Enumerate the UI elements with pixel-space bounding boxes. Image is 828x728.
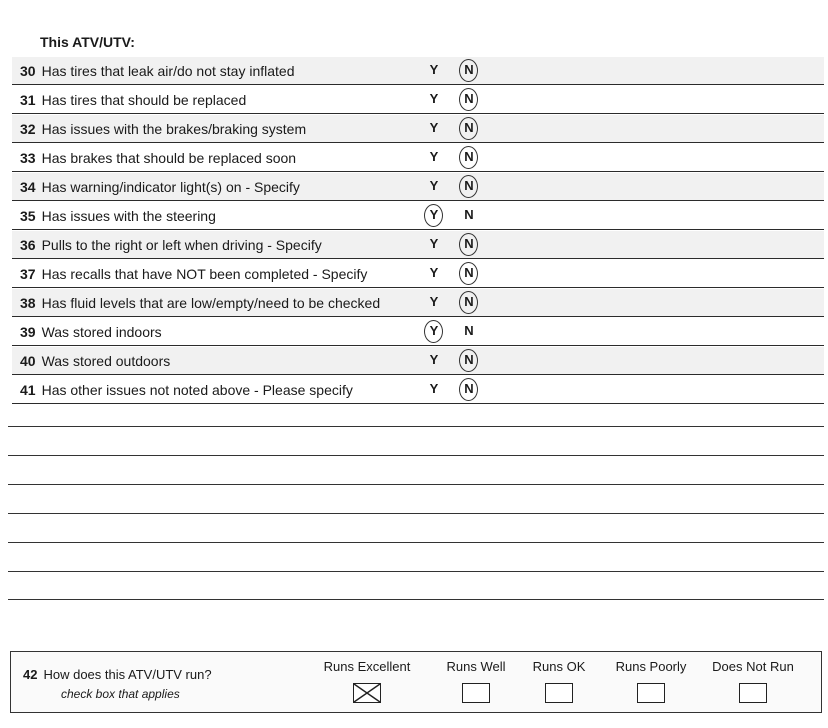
question-text <box>20 150 296 166</box>
question-label: Has fluid levels that are low/empty/need to be checked <box>41 295 381 311</box>
checkbox[interactable] <box>353 683 381 703</box>
question-number: 40 <box>20 353 36 369</box>
no-option[interactable]: N <box>464 265 474 280</box>
answer-circle-mark <box>459 233 478 256</box>
yes-option[interactable]: Y <box>429 381 439 396</box>
row-rule <box>12 316 824 317</box>
row-rule <box>12 229 824 230</box>
no-option[interactable]: N <box>464 91 474 106</box>
question-row <box>12 86 824 114</box>
note-line[interactable] <box>8 455 824 456</box>
question-text <box>20 382 353 398</box>
answer-circle-mark <box>459 146 478 169</box>
question-number: 34 <box>20 179 36 195</box>
question-label: Has warning/indicator light(s) on - Specify <box>41 179 300 195</box>
question-label: Pulls to the right or left when driving - Specify <box>41 237 322 253</box>
answer-circle-mark <box>424 320 443 343</box>
question-row <box>12 260 824 288</box>
row-rule <box>12 258 824 259</box>
question-number: 35 <box>20 208 36 224</box>
choice-label: Runs Well <box>446 659 506 674</box>
yes-option[interactable]: Y <box>429 352 439 367</box>
no-option[interactable]: N <box>464 236 474 251</box>
question-number: 39 <box>20 324 36 340</box>
question-number: 33 <box>20 150 36 166</box>
no-option[interactable]: N <box>464 178 474 193</box>
question-text <box>20 237 322 253</box>
yes-option[interactable]: Y <box>429 91 439 106</box>
choice-label: Runs Poorly <box>615 659 687 674</box>
answer-circle-mark <box>459 378 478 401</box>
question-number: 41 <box>20 382 36 398</box>
checkbox[interactable] <box>545 683 573 703</box>
choice-runs-excellent[interactable] <box>317 659 417 703</box>
question-row <box>12 144 824 172</box>
note-line[interactable] <box>8 513 824 514</box>
no-option[interactable]: N <box>464 352 474 367</box>
question-text <box>20 324 162 340</box>
note-line[interactable] <box>8 426 824 427</box>
no-option[interactable]: N <box>464 381 474 396</box>
yes-option[interactable]: Y <box>429 120 439 135</box>
row-rule <box>12 113 824 114</box>
note-line[interactable] <box>8 542 824 543</box>
yes-option[interactable]: Y <box>429 149 439 164</box>
question-number: 38 <box>20 295 36 311</box>
question-row <box>12 318 824 346</box>
row-rule <box>12 200 824 201</box>
question-row <box>12 202 824 230</box>
question-text <box>20 179 300 195</box>
choice-label: Runs OK <box>532 659 586 674</box>
question-number: 30 <box>20 63 36 79</box>
question-number: 37 <box>20 266 36 282</box>
question-number: 31 <box>20 92 36 108</box>
yes-option[interactable]: Y <box>429 178 439 193</box>
question-number: 36 <box>20 237 36 253</box>
yes-option[interactable]: Y <box>429 323 439 338</box>
question-number: 32 <box>20 121 36 137</box>
no-option[interactable]: N <box>464 62 474 77</box>
question-row <box>12 347 824 375</box>
question-text <box>20 208 216 224</box>
row-rule <box>12 287 824 288</box>
answer-circle-mark <box>459 262 478 285</box>
yes-option[interactable]: Y <box>429 62 439 77</box>
checkbox[interactable] <box>739 683 767 703</box>
no-option[interactable]: N <box>464 120 474 135</box>
answer-circle-mark <box>459 175 478 198</box>
row-rule <box>12 84 824 85</box>
row-rule <box>12 171 824 172</box>
question-row <box>12 57 824 85</box>
question-text <box>20 295 380 311</box>
no-option[interactable]: N <box>464 323 474 338</box>
question-number: 42 <box>23 667 38 682</box>
question-label: Has tires that leak air/do not stay inflated <box>41 63 295 79</box>
answer-circle-mark <box>459 349 478 372</box>
choice-does-not-run[interactable] <box>703 659 803 703</box>
yes-option[interactable]: Y <box>429 236 439 251</box>
question-label: Has recalls that have NOT been completed - Specify <box>41 266 368 282</box>
question-text <box>20 63 295 79</box>
answer-circle-mark <box>459 88 478 111</box>
question-label: How does this ATV/UTV run? <box>43 667 212 682</box>
question-text <box>20 353 170 369</box>
answer-circle-mark <box>424 204 443 227</box>
choice-label: Does Not Run <box>712 659 794 674</box>
row-rule <box>12 345 824 346</box>
run-condition-question <box>10 651 822 713</box>
question-label: Has tires that should be replaced <box>41 92 247 108</box>
question-row <box>12 376 824 404</box>
no-option[interactable]: N <box>464 294 474 309</box>
question-text <box>20 266 367 282</box>
answer-circle-mark <box>459 59 478 82</box>
question-instructions: check box that applies <box>61 687 180 701</box>
question-label: Has issues with the steering <box>41 208 216 224</box>
no-option[interactable]: N <box>464 207 474 222</box>
question-text <box>20 121 306 137</box>
question-row <box>12 115 824 143</box>
question-text <box>20 92 246 108</box>
choice-runs-ok[interactable] <box>509 659 609 703</box>
checkbox[interactable] <box>462 683 490 703</box>
question-label: Has issues with the brakes/braking system <box>41 121 307 137</box>
question-label: Has brakes that should be replaced soon <box>41 150 297 166</box>
yes-option[interactable]: Y <box>429 294 439 309</box>
note-line[interactable] <box>8 599 824 600</box>
check-x-mark <box>354 684 380 702</box>
question-label: Has other issues not noted above - Please specify <box>41 382 353 398</box>
row-rule <box>12 403 824 404</box>
note-line[interactable] <box>8 484 824 485</box>
choice-label: Runs Excellent <box>323 659 411 674</box>
question-label: Was stored outdoors <box>41 353 171 369</box>
note-line[interactable] <box>8 571 824 572</box>
answer-circle-mark <box>459 117 478 140</box>
row-rule <box>12 374 824 375</box>
question-row <box>12 231 824 259</box>
question-label: Was stored indoors <box>41 324 162 340</box>
checkbox[interactable] <box>637 683 665 703</box>
question-row <box>12 289 824 317</box>
choice-runs-poorly[interactable] <box>601 659 701 703</box>
answer-circle-mark <box>459 291 478 314</box>
no-option[interactable]: N <box>464 149 474 164</box>
row-rule <box>12 142 824 143</box>
question-row <box>12 173 824 201</box>
yes-option[interactable]: Y <box>429 265 439 280</box>
section-title: This ATV/UTV: <box>40 34 135 50</box>
question-text <box>23 667 212 682</box>
yes-option[interactable]: Y <box>429 207 439 222</box>
